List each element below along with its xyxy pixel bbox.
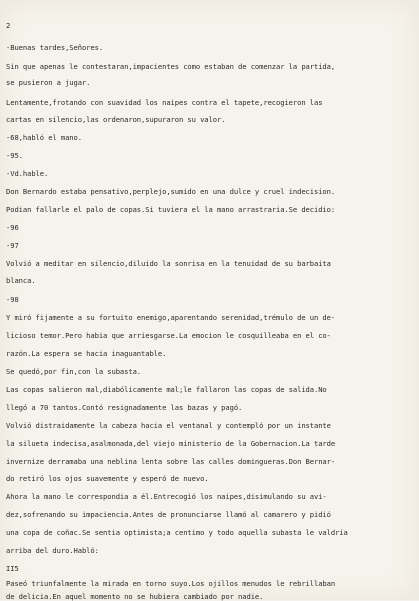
text-line: do retiró los ojos suavemente y esperó de nuevo. xyxy=(6,474,209,483)
text-line: -98 xyxy=(6,295,19,304)
page-number: 2 xyxy=(6,21,11,30)
text-line: una copa de coñac.Se sentia optimista;a centimo y todo aquella subasta le valdría xyxy=(6,528,348,537)
text-line: llegó a 70 tantos.Contó resignadamente las bazas y pagó. xyxy=(6,403,243,412)
text-line: arriba del duro.Habló: xyxy=(6,546,99,555)
text-line: Volvió distraidamente la cabeza hacia el ventanal y contempló por un instante xyxy=(6,421,331,430)
text-line: -97 xyxy=(6,241,19,250)
text-line: invernize derramaba una neblina lenta sobre las calles domingueras.Don Bernar- xyxy=(6,457,336,466)
text-line: la silueta indecisa,asalmonada,del viejo ministerio de la Gobernacion.La tarde xyxy=(6,439,336,448)
text-line: Paseó triunfalmente la mirada en torno suyo.Los ojillos menudos le rebrillaban xyxy=(6,579,336,588)
text-line: -Buenas tardes,Señores. xyxy=(6,43,104,52)
text-line: Volvió a meditar en silencio,diluido la sonrisa en la tenuidad de su barbaita xyxy=(6,259,331,268)
text-line: licioso temor.Pero habia que arriesgarse.La emocion le cosquilleaba en el co- xyxy=(6,331,331,340)
text-line: razón.La espera se hacia inaguantable. xyxy=(6,349,167,358)
text-line: de delicia.En aquel momento no se hubiera cambiado por nadie. xyxy=(6,592,264,601)
text-line: -95. xyxy=(6,151,23,160)
text-line: se pusieron a jugar. xyxy=(6,78,91,87)
text-line: Ahora la mano le correspondia a él.Entrecogió los naipes,disimulando su avi- xyxy=(6,492,327,501)
text-line: dez,sofrenando su impaciencia.Antes de pronunciarse llamó al camarero y pidió xyxy=(6,510,331,519)
text-line: Don Bernardo estaba pensativo,perplejo,sumido en una dulce y cruel indecision. xyxy=(6,187,336,196)
text-line: II5 xyxy=(6,564,19,573)
text-line: -68,habló el mano. xyxy=(6,133,82,142)
text-line: -96 xyxy=(6,223,19,232)
text-line: -Vd.hable. xyxy=(6,169,49,178)
text-line: blanca. xyxy=(6,276,36,285)
text-line: cartas en silencio,las ordenaron,supuraron su valor. xyxy=(6,115,226,124)
text-line: Podian fallarle el palo de copas.Si tuviera el la mano arrastraria.Se decidio: xyxy=(6,205,336,214)
text-line: Las copas salieron mal,diabólicamente mal;le fallaron las copas de salida.No xyxy=(6,385,327,394)
text-line: Se quedó,por fin,con la subasta. xyxy=(6,367,142,376)
text-line: Sin que apenas le contestaran,impacientes como estaban de comenzar la partida, xyxy=(6,62,336,71)
text-line: Y miró fijamente a su fortuito enemigo,aparentando serenidad,trémulo de un de- xyxy=(6,313,336,322)
text-line: Lentamente,frotando con suavidad los naipes contra el tapete,recogieron las xyxy=(6,98,323,107)
